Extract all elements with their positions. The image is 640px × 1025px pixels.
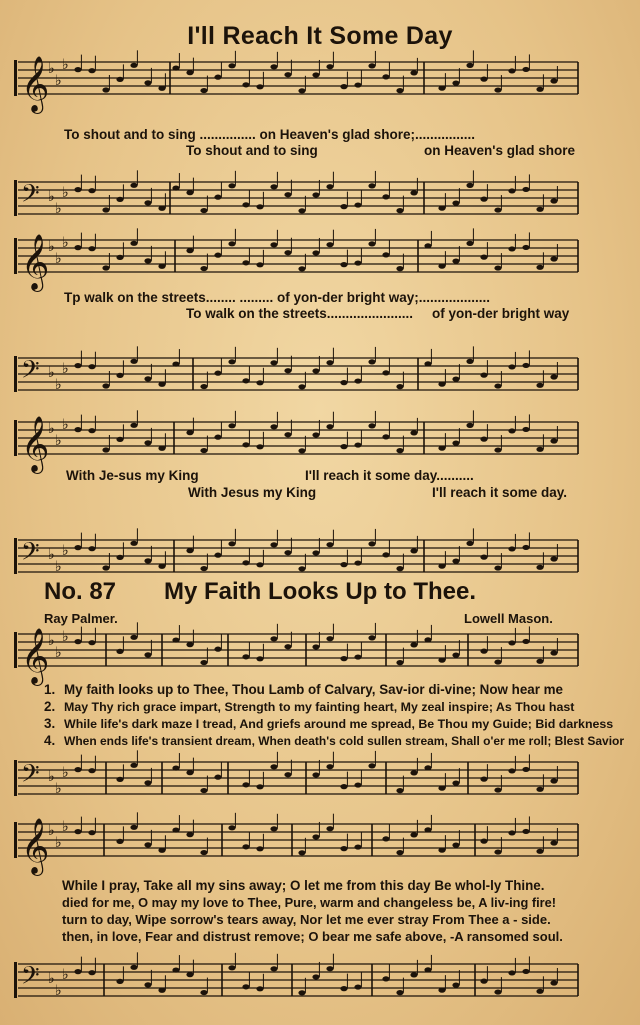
lyric-line: To walk on the streets....................... [186, 306, 414, 321]
lyric-line: Tp walk on the streets........ ......... of yon-der bright way;................... [64, 290, 491, 305]
hymn-number: No. 87 [44, 578, 117, 605]
svg-text:𝄞: 𝄞 [21, 416, 50, 472]
svg-text:♭: ♭ [62, 185, 69, 201]
svg-text:𝄞: 𝄞 [21, 818, 50, 874]
svg-text:♭: ♭ [48, 769, 55, 785]
svg-text:♭: ♭ [55, 201, 62, 217]
svg-text:♭: ♭ [48, 547, 55, 563]
bass-staff [14, 952, 578, 999]
treble-staff [14, 812, 578, 876]
lyric-line: of yon-der bright way [432, 306, 570, 321]
svg-text:𝄢: 𝄢 [21, 759, 40, 793]
svg-text:♭: ♭ [55, 377, 62, 393]
lyric-line: on Heaven's glad shore [424, 143, 576, 158]
lyric-line: With Je-sus my King [66, 468, 199, 483]
hymn-header [44, 578, 600, 612]
svg-text:♭: ♭ [55, 835, 62, 851]
svg-text:♭: ♭ [48, 239, 55, 255]
svg-text:♭: ♭ [48, 633, 55, 649]
svg-text:𝄢: 𝄢 [21, 961, 40, 995]
verse-line: While I pray, Take all my sins away; O let me from this day Be whol-ly Thine. [62, 878, 545, 893]
svg-text:♭: ♭ [62, 819, 69, 835]
svg-text:♭: ♭ [62, 235, 69, 251]
treble-staff [14, 410, 578, 474]
lyric-line: I'll reach it some day. [432, 485, 568, 500]
svg-text:𝄢: 𝄢 [21, 537, 40, 571]
svg-text:♭: ♭ [62, 967, 69, 983]
svg-text:𝄞: 𝄞 [21, 56, 50, 112]
lyric-line: I'll reach it some day.......... [305, 468, 474, 483]
svg-text:♭: ♭ [55, 645, 62, 661]
svg-text:♭: ♭ [55, 983, 62, 999]
svg-text:♭: ♭ [55, 781, 62, 797]
verse-line: turn to day, Wipe sorrow's tears away, Nor let me ever stray From Thee a - side. [62, 912, 551, 927]
svg-text:♭: ♭ [48, 421, 55, 437]
verse-line: then, in love, Fear and distrust remove; O bear me safe above, -A ransomed soul. [62, 929, 563, 944]
svg-text:♭: ♭ [48, 61, 55, 77]
svg-text:♭: ♭ [48, 189, 55, 205]
svg-text:♭: ♭ [55, 433, 62, 449]
bass-staff [14, 750, 578, 797]
svg-text:♭: ♭ [62, 57, 69, 73]
svg-text:𝄢: 𝄢 [21, 355, 40, 389]
svg-text:♭: ♭ [55, 73, 62, 89]
treble-staff [14, 228, 578, 292]
bass-staff [14, 346, 578, 393]
svg-text:♭: ♭ [62, 417, 69, 433]
author-credit: Ray Palmer. [44, 611, 118, 626]
lyric-line: To shout and to sing ............... on Heaven's glad shore;................ [64, 127, 476, 142]
svg-text:𝄞: 𝄞 [21, 628, 50, 684]
hymn-title: My Faith Looks Up to Thee. [164, 578, 477, 605]
svg-text:𝄞: 𝄞 [21, 234, 50, 290]
verse-line: 2. May Thy rich grace impart, Strength to my fainting heart, My zeal inspire; As Thou hast [44, 699, 575, 714]
verse-line: 3. While life's dark maze I tread, And griefs around me spread, Be Thou my Guide; Bid darkness [44, 716, 614, 731]
svg-text:♭: ♭ [62, 361, 69, 377]
treble-staff [14, 50, 578, 114]
verse-line: died for me, O may my love to Thee, Pure, warm and changeless be, A liv-ing fire! [62, 895, 556, 910]
svg-text:♭: ♭ [55, 251, 62, 267]
svg-text:♭: ♭ [48, 971, 55, 987]
svg-text:♭: ♭ [55, 559, 62, 575]
lyric-line: With Jesus my King [188, 485, 317, 500]
verse-line: 1. My faith looks up to Thee, Thou Lamb of Calvary, Sav-ior di-vine; Now hear me [44, 682, 563, 697]
svg-text:♭: ♭ [62, 765, 69, 781]
verse-line: 4. When ends life's transient dream, When death's cold sullen stream, Shall o'er me roll; Blest Savior [44, 733, 625, 748]
song-title: I'll Reach It Some Day [187, 22, 453, 50]
svg-text:𝄢: 𝄢 [21, 179, 40, 213]
svg-text:♭: ♭ [62, 629, 69, 645]
svg-text:♭: ♭ [48, 365, 55, 381]
bass-staff [14, 170, 578, 217]
svg-text:♭: ♭ [48, 823, 55, 839]
treble-staff [14, 622, 578, 686]
bass-staff [14, 528, 578, 575]
composer-credit: Lowell Mason. [464, 611, 553, 626]
lyric-line: To shout and to sing [186, 143, 318, 158]
svg-text:♭: ♭ [62, 543, 69, 559]
